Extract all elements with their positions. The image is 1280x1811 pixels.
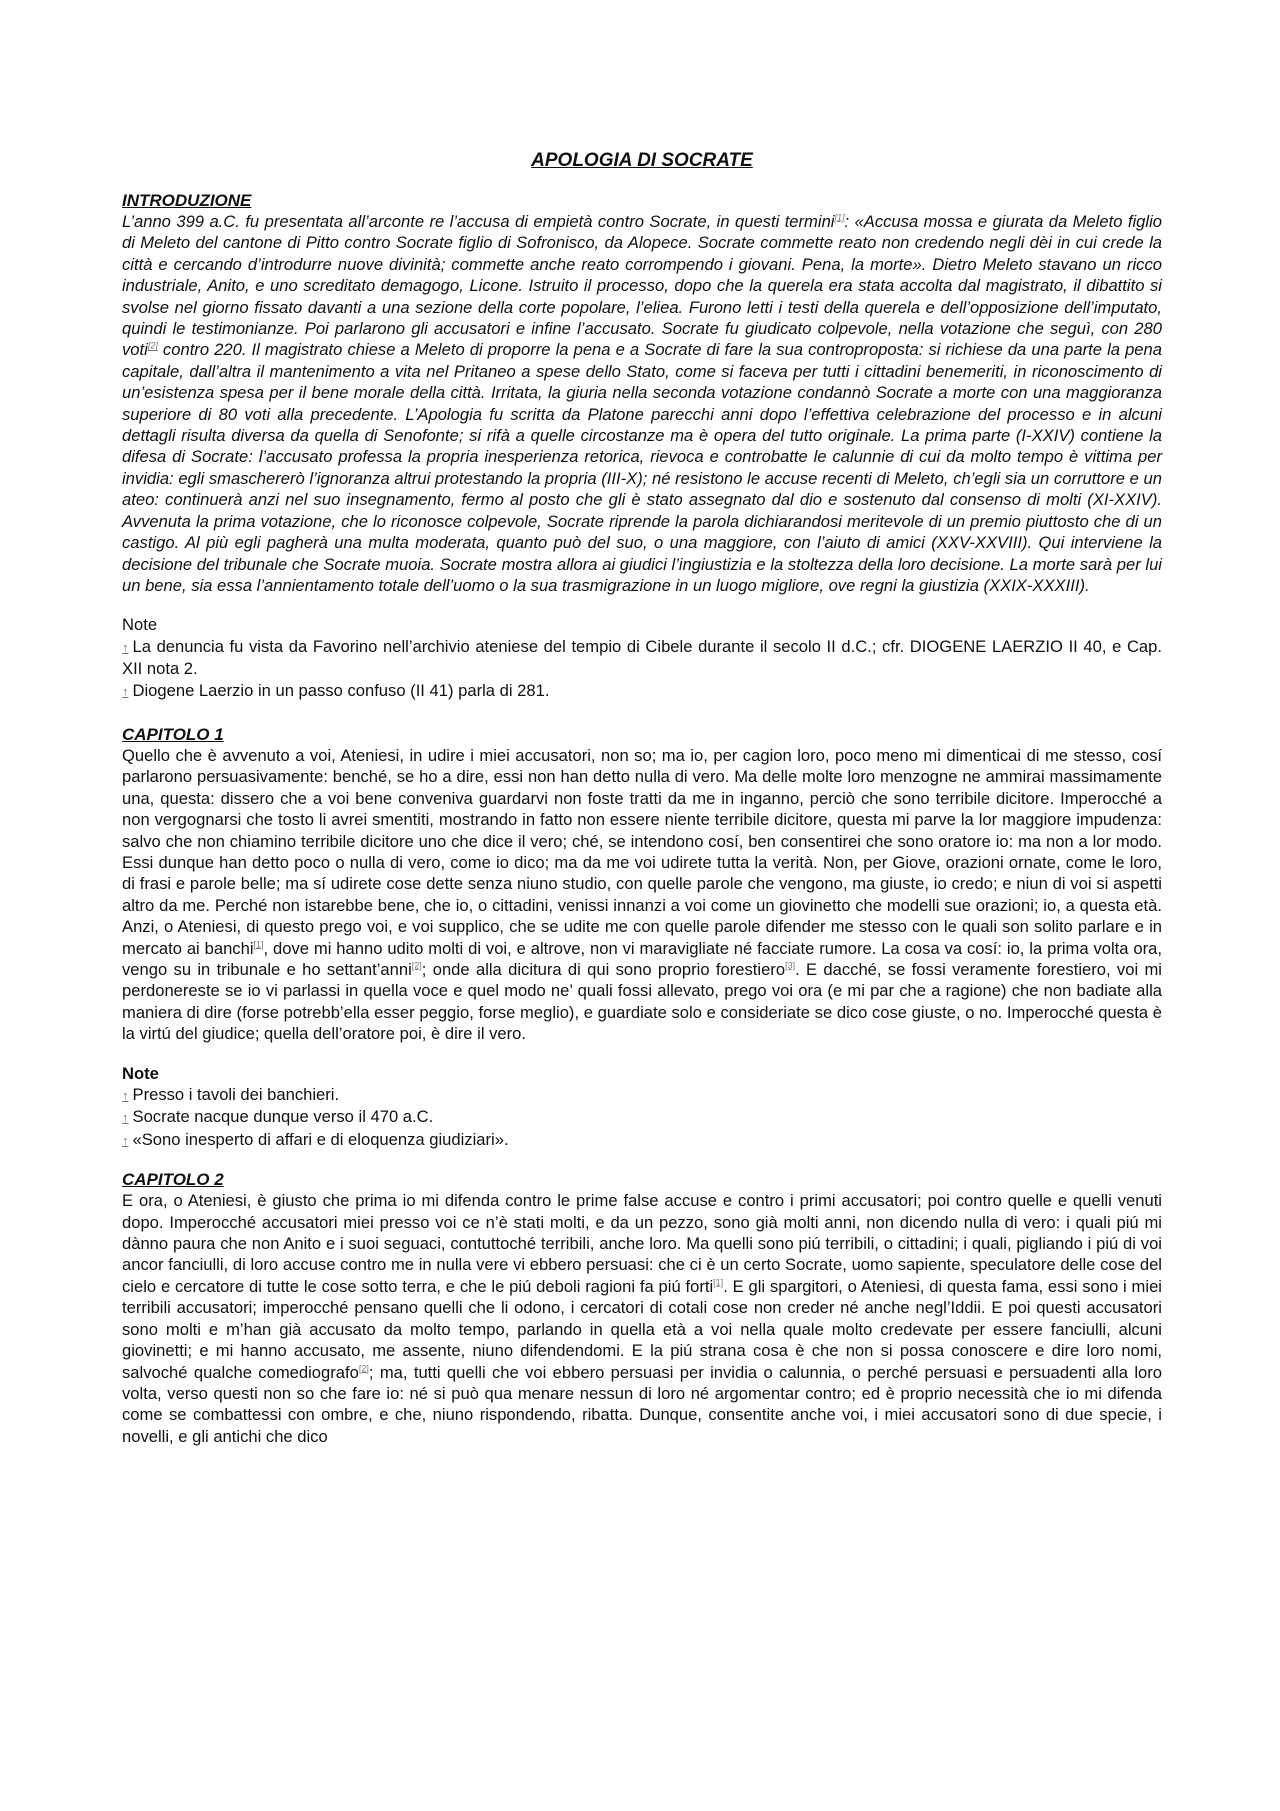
back-arrow-icon[interactable]: ↑ (122, 683, 129, 699)
intro-text-part: L’anno 399 a.C. fu presentata all’arconte re l’accusa di empietà contro Socrate, in questi termini (122, 212, 835, 231)
chapter-2-text (122, 1190, 1162, 1447)
note-item (122, 636, 1162, 680)
chapter-text-part: , dove mi hanno udito molti di voi, e altrove, non vi maravigliate né facciate rumore. La cosa va cosí: io, la prima volta ora, vengo su in tribunale e ho settant’anni (122, 938, 1162, 979)
footnote-ref-link[interactable]: [1] (713, 1277, 724, 1288)
chapter-1-text (122, 745, 1162, 1045)
footnote-ref-link[interactable]: [1] (253, 939, 264, 950)
footnote-ref-link[interactable]: [2] (411, 960, 422, 971)
intro-text-part: contro 220. Il magistrato chiese a Meleto di proporre la pena e a Socrate di fare la sua controproposta: si richiese da una parte la pena capitale, dall’altra il mantenimento a vita nel Pritaneo a spese dello Stato, come si faceva per tutti i cittadini benemeriti, in riconoscimento di un’esistenza spesa per il bene morale della città. Irritata, la giuria nella seconda votazione condannò Socrate a morte con una maggioranza superiore di 80 voti alla precedente. L’Apologia fu scritta da Platone parecchi anni dopo l’effettiva celebrazione del processo e in alcuni dettagli risulta diversa da quella di Senofonte; si rifà a quelle circostanze ma è opera del tutto originale. La prima parte (I-XXIV) contiene la difesa di Socrate: l’accusato professa la propria inesperienza retorica, rievoca e controbatte le calunnie di cui da molto tempo è vittima per invidia: egli smaschererò l’ignoranza altrui protestando la propria (III-X); né resistono le accuse recenti di Meleto, ch’egli sia un corruttore e un ateo: continuerà anzi nel suo insegnamento, fermo al posto che gli è stato assegnato dal dio e sostenuto dal consenso di molti (XI-XXIV). Avvenuta la prima votazione, che lo riconosce colpevole, Socrate riprende la parola dichiarandosi meritevole di un premio piuttosto che di un castigo. Al più egli pagherà una multa moderata, quanto può del suo, o una maggiore, con l’aiuto di amici (XXV-XXVIII). Qui interviene la decisione del tribunale che Socrate muoia. Socrate mostra allora ai giudici l’ingiustizia e la stoltezza della loro decisione. La morte sarà per lui un bene, sia essa l’annientamento totale dell’uomo o la sua trasmigrazione in un luogo migliore, ove regni la giustizia (XXIX-XXXIII). (122, 340, 1162, 595)
note-text: Presso i tavoli dei banchieri. (132, 1085, 340, 1105)
back-arrow-icon[interactable]: ↑ (122, 639, 129, 655)
chapter-1-section (122, 724, 1162, 1151)
document-page (122, 150, 1162, 1447)
introduction-section (122, 190, 1162, 702)
chapter-text-part: . E dacché, se fossi veramente forestiero, voi mi perdonereste se io vi parlassi in quella voce e quel modo ne’ quali fossi allevato, prego voi ora (e mi par che a ragione) che non badiate alla maniera di dire (forse potrebb’ella esser peggio, forse meglio), e guardiate solo e consideriate se dico cose giuste, o no. Imperocché questa è la virtú del giudice; quella dell’oratore poi, è dire il vero. (122, 960, 1162, 1044)
note-item (122, 1084, 1162, 1106)
note-item (122, 1129, 1162, 1151)
chapter-text-part: ; onde alla dicitura di qui sono proprio forestiero (421, 960, 786, 979)
notes-label: Note (122, 615, 158, 635)
chapter-text-part: Quello che è avvenuto a voi, Ateniesi, in udire i miei accusatori, non so; ma io, per cagion loro, poco meno mi dimenticai di me stesso, cosí parlarono persuasivamente: benché, se ho a dire, essi non han detto nulla di vero. Ma delle molte loro menzogne ne ammirai massimamente una, questa: dissero che a voi bene conveniva guardarvi non foste tratti da me in inganno, perciò che sono terribile dicitore. Imperocché a non vergognarsi che tosto li avrei smentiti, mostrando in fatto non essere niente terribile dicitore, questa mi parve la lor maggiore impudenza: salvo che non chiamino terribile dicitore uno che dice il vero; ché, se intendono cosí, ben consentirei che sono oratore io: ma non a lor modo. Essi dunque han detto poco o nulla di vero, come io dico; ma da me voi udirete tutta la verità. Non, per Giove, orazioni ornate, come le loro, di frasi e parole belle; ma sí udirete cose dette senza niuno studio, con quelle parole che vengono, ma giuste, io credo; e niun di voi si aspetti altro da me. Perché non istarebbe bene, che io, o cittadini, venissi innanzi a voi come un giovinetto che modelli sue orazioni; io, a questa età. Anzi, o Ateniesi, di questo prego voi, e voi supplico, che se udite me con quelle parole difender me stesso con le quali son solito parlare e in mercato ai banchi (122, 745, 1162, 958)
note-text: «Sono inesperto di affari e di eloquenza giudiziari». (132, 1129, 509, 1149)
note-item (122, 1106, 1162, 1128)
chapter-text-part: E ora, o Ateniesi, è giusto che prima io mi difenda contro le prime false accuse e contro i primi accusatori; poi contro quelle e quelli venuti dopo. Imperocché accusatori miei presso voi ce n’è stati molti, e da un pezzo, sono già molti anni, non dicendo nulla di vero: i quali piú mi dànno paura che non Anito e i suoi seguaci, contuttoché terribili, anche loro. Ma quelli sono piú terribili, o cittadini; i quali, pigliando i piú di voi ancor fanciulli, di loro accuse contro me in nulla vere vi ebbero persuasi: che ci è un certo Socrate, uomo sapiente, speculatore delle cose del cielo e cercatore di tutte le cose sotto terra, e che le piú deboli ragioni fa piú forti (122, 1191, 1162, 1296)
footnote-ref-link[interactable]: [1] (834, 212, 845, 223)
chapter-2-section (122, 1169, 1162, 1447)
back-arrow-icon[interactable]: ↑ (122, 1110, 129, 1126)
back-arrow-icon[interactable]: ↑ (122, 1088, 129, 1104)
notes-label: Note (122, 1063, 159, 1083)
introduction-text (122, 211, 1162, 596)
note-text: Socrate nacque dunque verso il 470 a.C. (132, 1107, 434, 1127)
note-text: La denuncia fu vista da Favorino nell’archivio ateniese del tempio di Cibele durante il secolo II d.C.; cfr. DIOGENE LAERZIO II 40, e Cap. XII nota 2. (122, 636, 1162, 679)
footnote-ref-link[interactable]: [3] (785, 960, 796, 971)
note-item (122, 680, 1162, 702)
intro-text-part: : «Accusa mossa e giurata da Meleto figlio di Meleto del cantone di Pitto contro Socrate figlio di Sofronisco, da Alopece. Socrate commette reato non credendo negli dèi in cui crede la città e cercando d’introdurre nuove divinità; commette anche reato corrompendo i giovani. Pena, la morte». Dietro Meleto stavano un ricco industriale, Anito, e uno screditato demagogo, Licone. Istruito il processo, dopo che la querela era stata accolta dal magistrato, il dibattito si svolse nel giorno fissato davanti a una sezione della corte popolare, l’eliea. Furono letti i testi della querela e dell’opposizione dell’imputato, quindi le testimonianze. Poi parlarono gli accusatori e infine l’accusato. Socrate fu giudicato colpevole, nella votazione che seguì, con 280 voti (122, 212, 1162, 360)
chapter-text-part: ; ma, tutti quelli che voi ebbero persuasi per invidia o calunnia, o perché persuasi e persuadenti alla loro volta, verso questi non so che fare io: né si può qua menare nessun di loro né argomentar contro; ed è proprio necessità che io mi difenda come se combattessi con ombre, e che, niuno rispondendo, ribatta. Dunque, consentite anche voi, i miei accusatori sono di due specie, i novelli, e gli antichi che dico (122, 1362, 1162, 1446)
chapter-text-part: . E gli spargitori, o Ateniesi, di questa fama, essi sono i miei terribili accusatori; imperocché pensano quelli che li odono, i cercatori di cotali cose non creder né anche negl’Iddii. E poi questi accusatori sono molti e m’han già accusato da molto tempo, parlando in quella età a voi nella quale molto credevate per essere fanciulli, alcuni giovinetti; e mi hanno accusato, me assente, niuno difendendomi. E la piú strana cosa è che non si possa conoscere e dire loro nomi, salvoché qualche comediografo (122, 1276, 1162, 1382)
back-arrow-icon[interactable]: ↑ (122, 1132, 129, 1148)
footnote-ref-link[interactable]: [2] (147, 340, 158, 351)
chapter-1-heading: CAPITOLO 1 (122, 724, 224, 744)
note-text: Diogene Laerzio in un passo confuso (II 41) parla di 281. (132, 680, 550, 700)
introduction-heading: INTRODUZIONE (122, 191, 252, 210)
document-title: APOLOGIA DI SOCRATE (531, 150, 753, 171)
chapter-2-heading: CAPITOLO 2 (122, 1170, 224, 1190)
footnote-ref-link[interactable]: [2] (358, 1362, 369, 1373)
